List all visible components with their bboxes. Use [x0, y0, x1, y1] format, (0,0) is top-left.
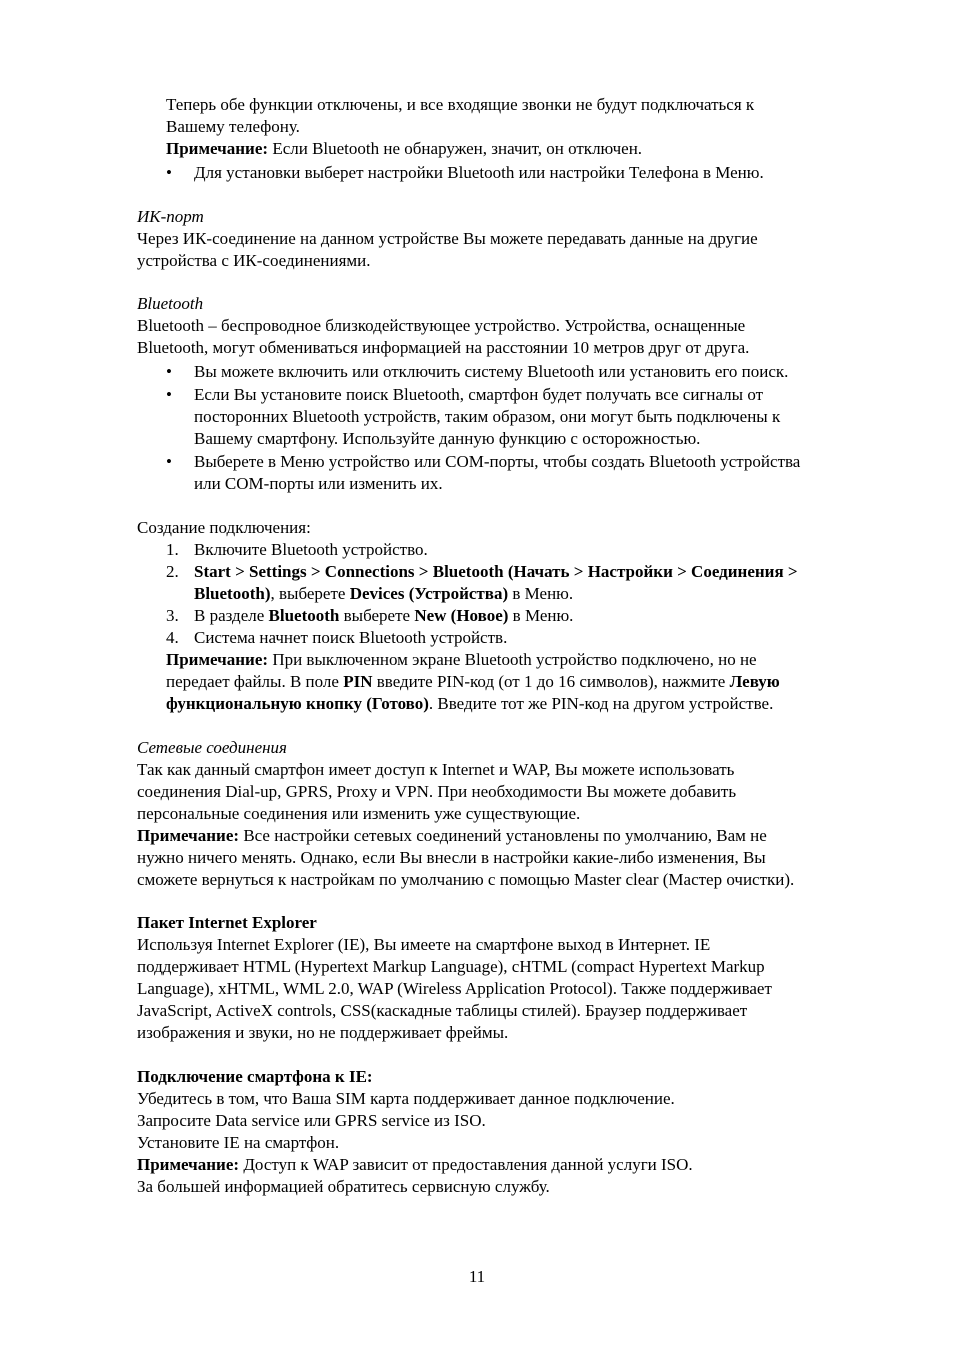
network-line-1: Так как данный смартфон имеет доступ к Internet и WAP, Вы можете использовать	[137, 760, 735, 779]
note-text: Если Bluetooth не обнаружен, значит, он отключен.	[268, 139, 643, 158]
bullet-icon: •	[166, 362, 172, 381]
ieconnect-title: Подключение смартфона к IE:	[137, 1067, 373, 1086]
connect-note-line-3: функциональную кнопку (Готово). Введите тот же PIN-код на другом устройстве.	[166, 694, 774, 713]
network-line-2: соединения Dial-up, GPRS, Proxy и VPN. При необходимости Вы можете добавить	[137, 782, 737, 801]
bullet-icon: •	[166, 385, 172, 404]
intro-bullet: Для установки выберет настройки Bluetooth или настройки Телефона в Меню.	[194, 163, 764, 182]
step-number: 1.	[166, 540, 179, 559]
network-line-3: персональные соединения или изменить уже существующие.	[137, 804, 581, 823]
bluetooth-line-1: Bluetooth – беспроводное близкодействующее устройство. Устройства, оснащенные	[137, 316, 746, 335]
note-label: Примечание:	[166, 139, 269, 158]
network-title: Сетевые соединения	[137, 738, 287, 757]
ie-title: Пакет Internet Explorer	[137, 913, 317, 932]
step-number: 4.	[166, 628, 179, 647]
ir-line-2: устройства с ИК-соединениями.	[137, 251, 371, 270]
connect-title: Создание подключения:	[137, 518, 311, 537]
ir-line-1: Через ИК-соединение на данном устройстве Вы можете передавать данные на другие	[137, 229, 758, 248]
bluetooth-bullet-2-line-3: Вашему смартфону. Используйте данную функцию с осторожностью.	[194, 429, 701, 448]
network-note-line-1: Примечание: Все настройки сетевых соединений установлены по умолчанию, Вам не	[137, 826, 767, 845]
ie-line-4: JavaScript, ActiveX controls, CSS(каскадные таблицы стилей). Браузер поддерживает	[137, 1001, 748, 1020]
ie-line-5: изображения и звуки, но не поддерживает фреймы.	[137, 1023, 509, 1042]
ieconnect-note: Примечание: Доступ к WAP зависит от предоставления данной услуги ISO.	[137, 1155, 693, 1174]
step-number: 2.	[166, 562, 179, 581]
connect-step-2-line-1: Start > Settings > Connections > Bluetooth (Начать > Настройки > Соединения >	[194, 562, 798, 581]
bluetooth-bullet-3-line-1: Выберете в Меню устройство или COM-порты, чтобы создать Bluetooth устройства	[194, 452, 801, 471]
connect-note-line-1: Примечание: При выключенном экране Bluetooth устройство подключено, но не	[166, 650, 757, 669]
bluetooth-bullet-2-line-2: посторонних Bluetooth устройств, таким образом, они могут быть подключены к	[194, 407, 781, 426]
intro-line-1: Теперь обе функции отключены, и все входящие звонки не будут подключаться к	[166, 95, 755, 114]
ie-line-1: Используя Internet Explorer (IE), Вы имеете на смартфоне выход в Интернет. IE	[137, 935, 711, 954]
bullet-icon: •	[166, 163, 172, 182]
bullet-icon: •	[166, 452, 172, 471]
connect-step-2-line-2: Bluetooth), выберете Devices (Устройства) в Меню.	[194, 584, 574, 603]
connect-step-4: Система начнет поиск Bluetooth устройств.	[194, 628, 508, 647]
intro-note	[166, 138, 926, 160]
ieconnect-line-1: Убедитесь в том, что Ваша SIM карта поддерживает данное подключение.	[137, 1089, 675, 1108]
ie-line-3: Language), xHTML, WML 2.0, WAP (Wireless Application Protocol). Также поддерживает	[137, 979, 772, 998]
connect-note-line-2: передает файлы. В поле PIN введите PIN-код (от 1 до 16 символов), нажмите Левую	[166, 672, 780, 691]
bluetooth-bullet-1: Вы можете включить или отключить систему Bluetooth или установить его поиск.	[194, 362, 789, 381]
bluetooth-line-2: Bluetooth, могут обмениваться информацией на расстоянии 10 метров друг от друга.	[137, 338, 750, 357]
connect-step-3: В разделе Bluetooth выберете New (Новое) в Меню.	[194, 606, 574, 625]
bluetooth-title: Bluetooth	[137, 294, 204, 313]
network-note-line-3: сможете вернуться к настройкам по умолчанию с помощью Master clear (Мастер очистки).	[137, 870, 795, 889]
step-number: 3.	[166, 606, 179, 625]
ieconnect-line-4: За большей информацией обратитесь сервисную службу.	[137, 1177, 550, 1196]
ieconnect-line-3: Установите IE на смартфон.	[137, 1133, 340, 1152]
page-number: 11	[468, 1267, 486, 1286]
intro-line-2: Вашему телефону.	[166, 117, 300, 136]
ir-title: ИК-порт	[137, 207, 204, 226]
ieconnect-line-2: Запросите Data service или GPRS service из ISO.	[137, 1111, 486, 1130]
bluetooth-bullet-2-line-1: Если Вы установите поиск Bluetooth, смартфон будет получать все сигналы от	[194, 385, 764, 404]
bluetooth-bullet-3-line-2: или COM-порты или изменить их.	[194, 474, 443, 493]
connect-step-1: Включите Bluetooth устройство.	[194, 540, 428, 559]
ie-line-2: поддерживает HTML (Hypertext Markup Language), cHTML (compact Hypertext Markup	[137, 957, 765, 976]
network-note-line-2: нужно ничего менять. Однако, если Вы внесли в настройки какие-либо изменения, Вы	[137, 848, 766, 867]
